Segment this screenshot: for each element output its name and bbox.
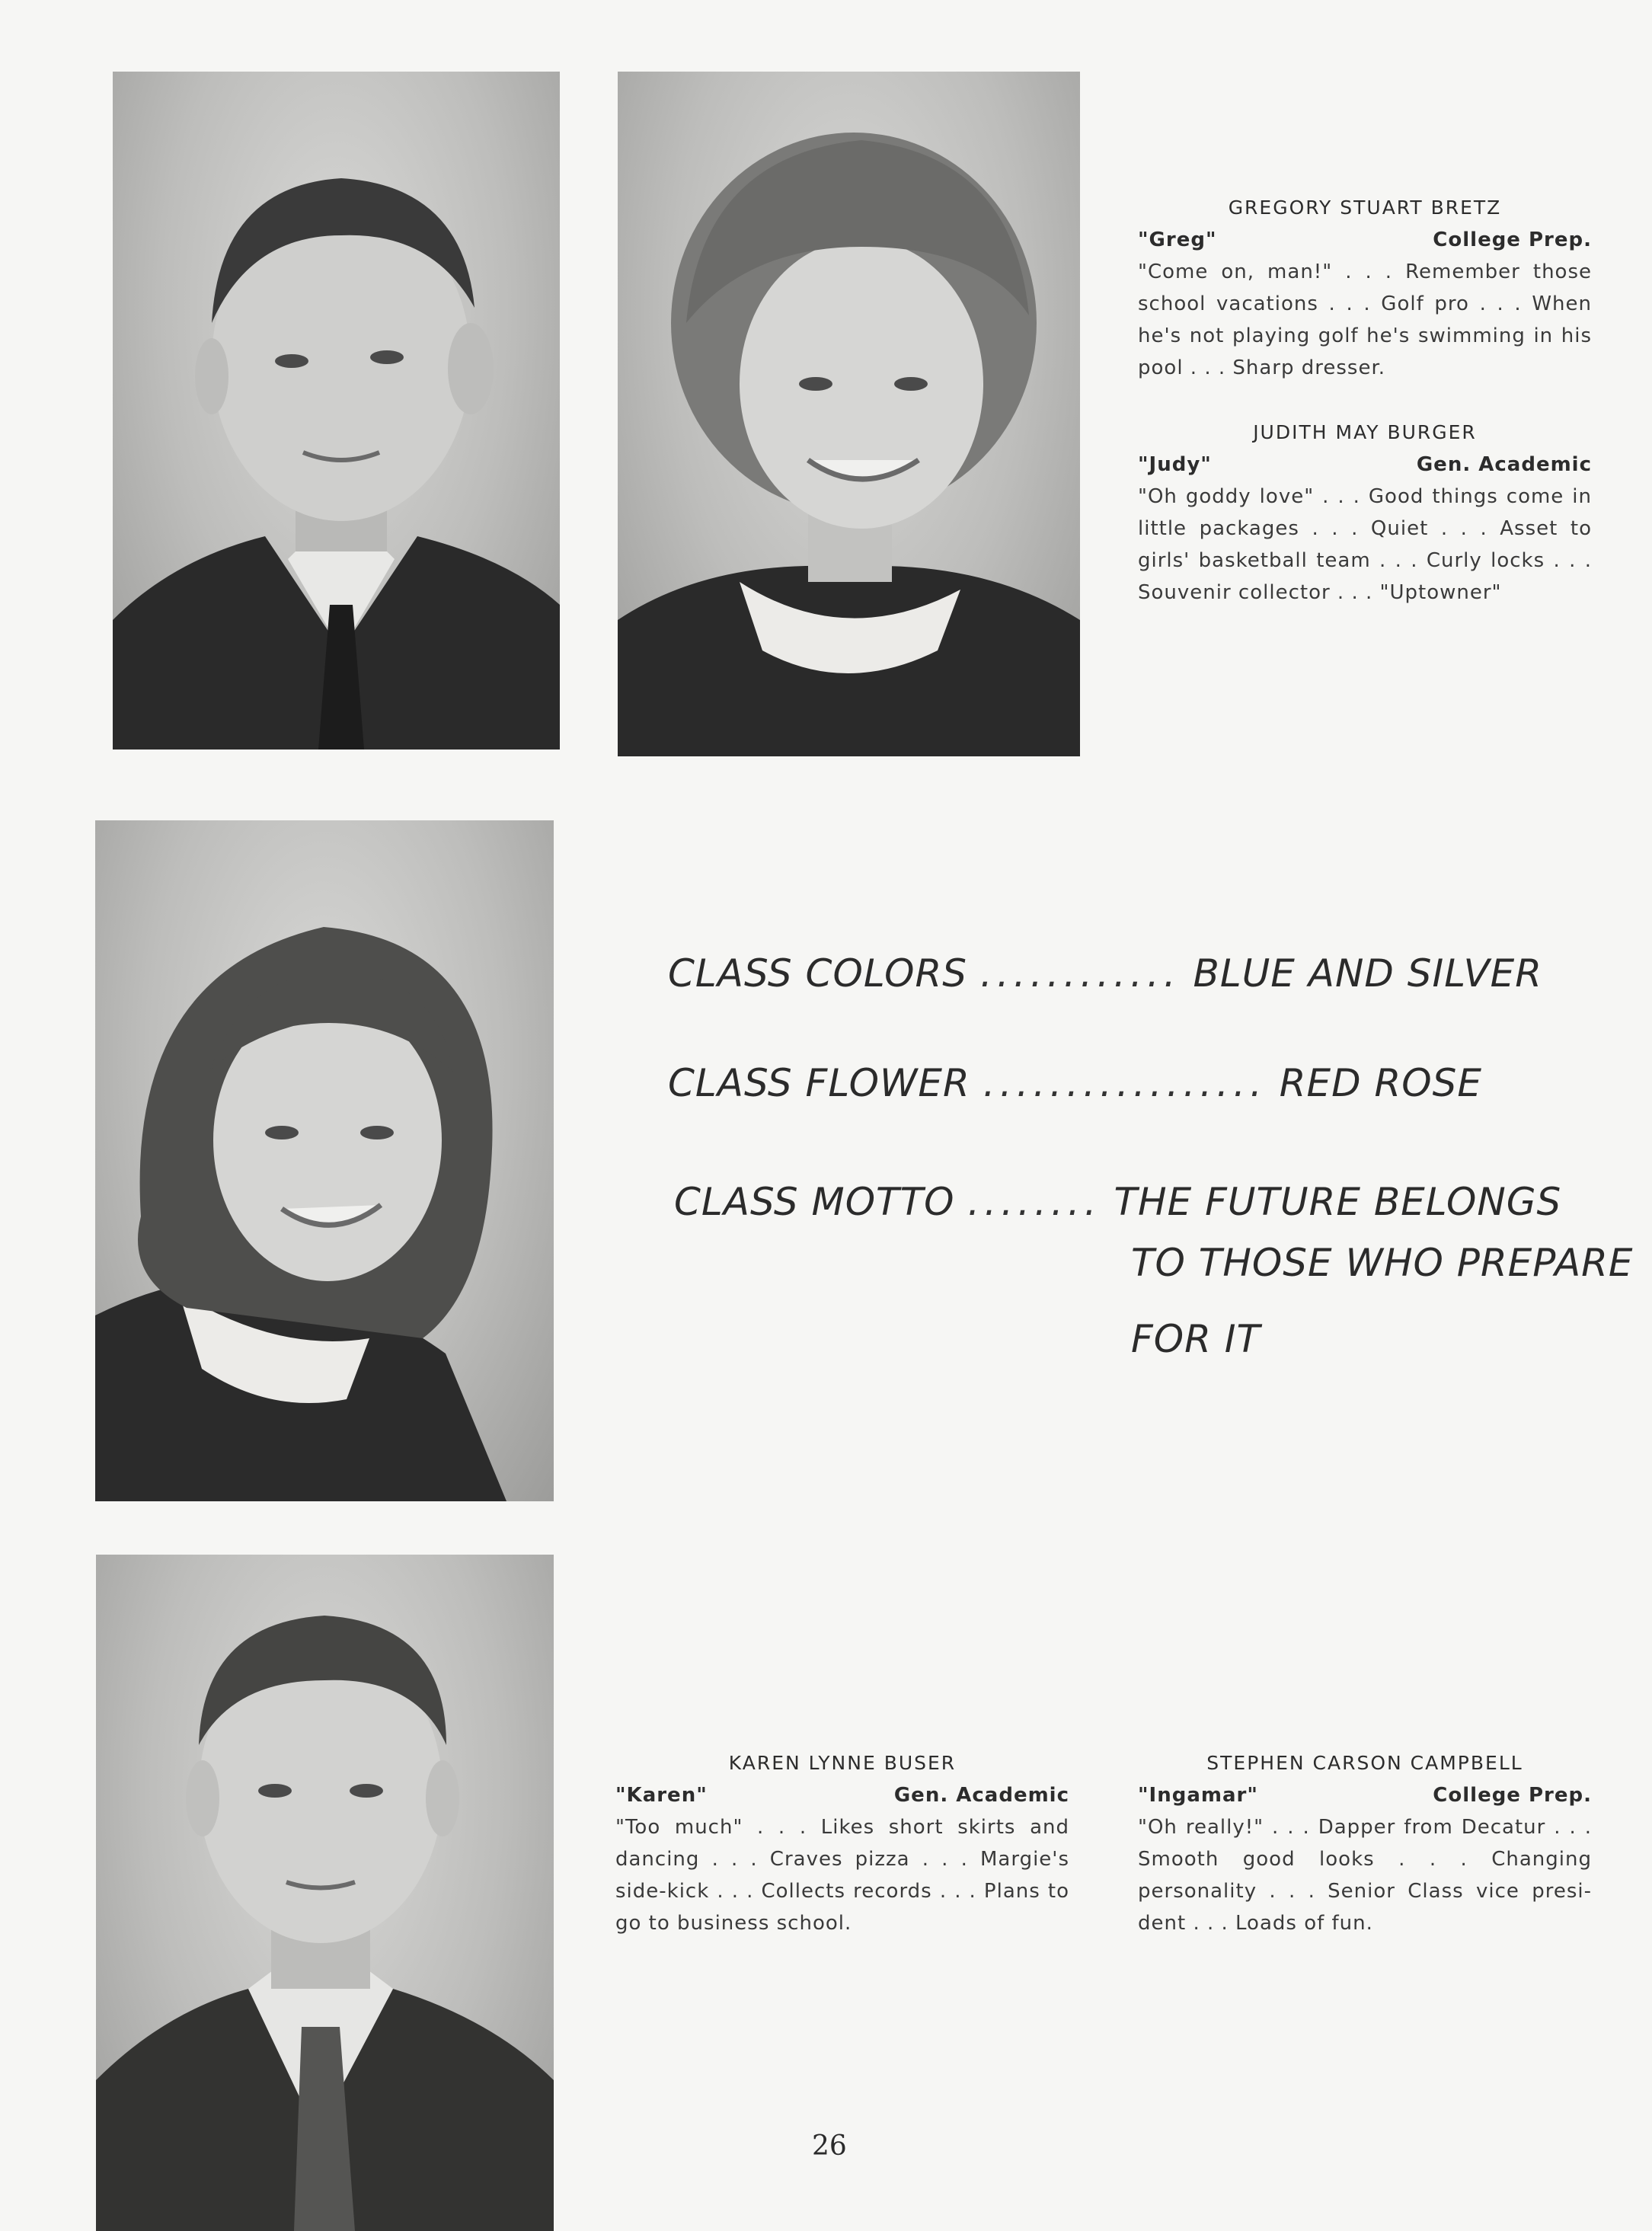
senior-course: College Prep. [1433, 229, 1592, 251]
senior-bio-text: "Oh really!" . . . Dapper from Decatur . . . Smooth good looks . . . Changing personality . . . Senior Class vice presi- dent . . . Loads of fun. [1138, 1816, 1592, 1935]
senior-bio-campbell [1138, 1747, 1592, 1939]
senior-name: GREGORY STUART BRETZ [1228, 197, 1502, 219]
class-colors-value: BLUE AND SILVER [1193, 951, 1543, 996]
portrait-photo-male [96, 1555, 554, 2231]
senior-bio-text: "Come on, man!" . . . Remember those school vacations . . . Golf pro . . . When he's not playing golf he's swimming in his pool . . . Sharp dresser. [1138, 260, 1592, 379]
class-motto-line [674, 1179, 1561, 1225]
senior-nickname: "Karen" [615, 1784, 708, 1807]
page-number: 26 [812, 2130, 847, 2162]
senior-bio-text: "Too much" . . . Likes short skirts and dancing . . . Craves pizza . . . Margie's side-kick . . . Collects records . . . Plans to go to business school. [615, 1816, 1069, 1935]
senior-course: Gen. Academic [893, 1784, 1069, 1807]
senior-name: JUDITH MAY BURGER [1253, 421, 1477, 443]
class-motto-label: CLASS MOTTO [674, 1180, 955, 1224]
leader-dots: ............ [979, 951, 1181, 996]
senior-nickname: "Greg" [1138, 229, 1217, 251]
class-colors-label: CLASS COLORS [668, 951, 967, 996]
senior-meta [1138, 1779, 1592, 1811]
portrait-photo-female [618, 72, 1080, 756]
senior-nickname: "Judy" [1138, 453, 1212, 476]
portrait-photo-male [113, 72, 560, 750]
class-colors-line [668, 951, 1542, 996]
senior-meta [1138, 224, 1592, 256]
portrait-judith-burger [618, 72, 1080, 756]
class-motto-value-line-2: TO THOSE WHO PREPARE [1131, 1241, 1634, 1285]
leader-dots: ................. [983, 1061, 1267, 1105]
senior-name: STEPHEN CARSON CAMPBELL [1206, 1752, 1523, 1774]
class-motto-value-line-1: THE FUTURE BELONGS [1114, 1180, 1562, 1224]
senior-meta [615, 1779, 1069, 1811]
senior-course: College Prep. [1433, 1784, 1592, 1807]
leader-dots: ........ [967, 1180, 1101, 1224]
class-flower-line [668, 1060, 1482, 1106]
senior-name: KAREN LYNNE BUSER [728, 1752, 957, 1774]
senior-nickname: "Ingamar" [1138, 1784, 1258, 1807]
senior-bio-text: "Oh goddy love" . . . Good things come in little packages . . . Quiet . . . Asset to girls' basketball team . . . Curly locks . . . Souvenir collector . . . "Uptowner" [1138, 485, 1592, 604]
portrait-photo-female [95, 820, 554, 1501]
class-flower-label: CLASS FLOWER [668, 1061, 970, 1105]
portrait-karen-buser [95, 820, 554, 1501]
portrait-gregory-bretz [113, 72, 560, 750]
senior-meta [1138, 449, 1592, 481]
senior-bio-burger [1138, 417, 1592, 609]
class-motto-value-line-3: FOR IT [1131, 1317, 1261, 1361]
senior-bio-bretz [1138, 192, 1592, 384]
senior-course: Gen. Academic [1416, 453, 1592, 476]
portrait-stephen-campbell [96, 1555, 554, 2231]
senior-bio-buser [615, 1747, 1069, 1939]
class-flower-value: RED ROSE [1279, 1061, 1482, 1105]
